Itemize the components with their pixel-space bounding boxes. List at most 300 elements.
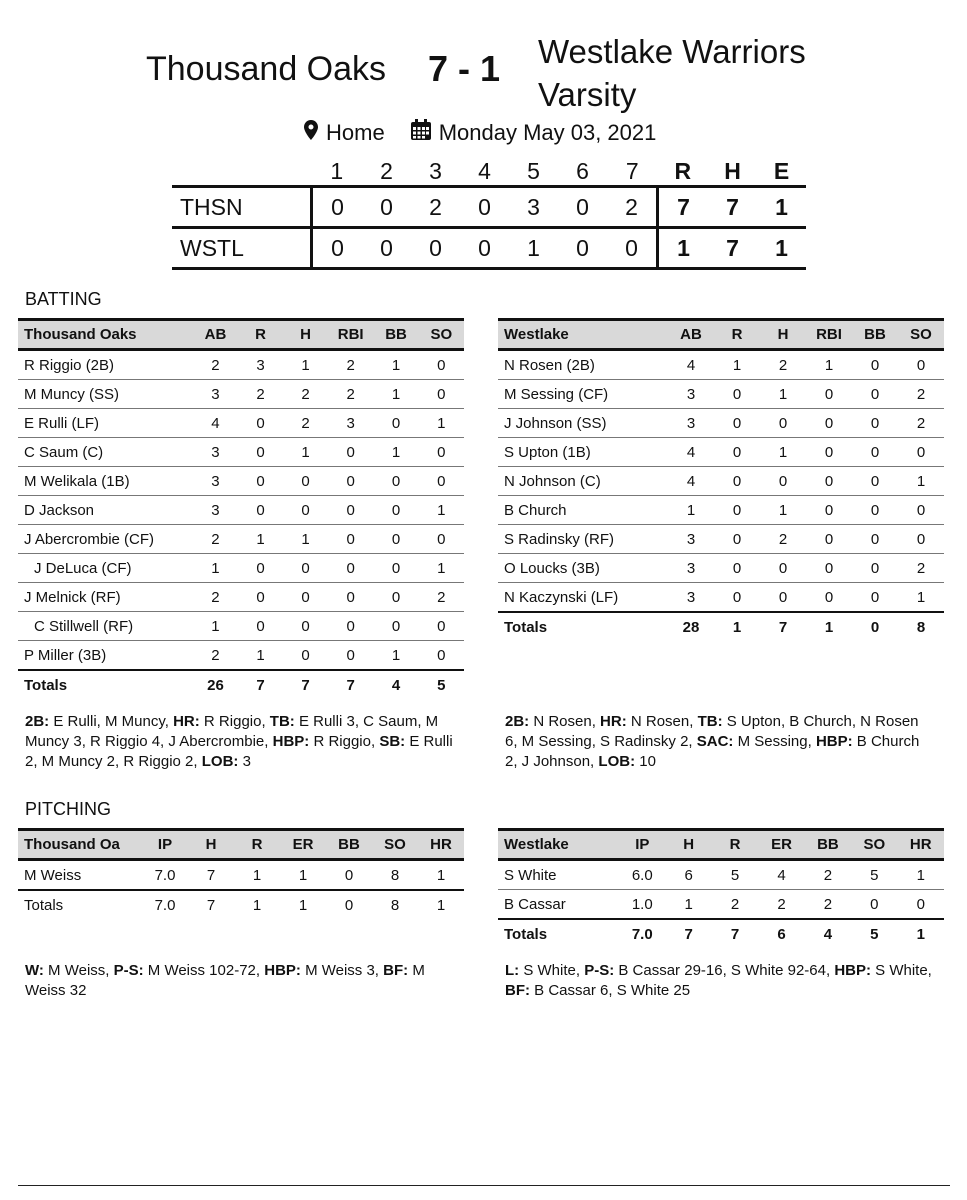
stat-cell: 2 [283, 409, 328, 438]
inning-score: 0 [312, 228, 363, 269]
player-name: S Radinsky (RF) [498, 525, 668, 554]
location-label: Home [326, 119, 385, 145]
stat-cell: 0 [373, 467, 418, 496]
stat-cell: 0 [419, 380, 464, 409]
stat-cell: 1 [714, 350, 760, 380]
column-header: SO [372, 830, 418, 860]
stat-cell: 0 [328, 554, 373, 583]
stat-cell: 1 [234, 860, 280, 891]
stat-cell: 0 [714, 409, 760, 438]
stat-cell: 0 [373, 554, 418, 583]
totals-row [18, 670, 464, 699]
final-score: 7 - 1 [428, 48, 501, 89]
column-header: ER [758, 830, 804, 860]
stat-cell: 2 [805, 860, 851, 890]
totals-cell: 0 [326, 890, 372, 919]
player-name: M Sessing (CF) [498, 380, 668, 409]
stat-cell: 0 [852, 467, 898, 496]
totals-cell: 7 [283, 670, 328, 699]
game-date: Monday May 03, 2021 [438, 119, 657, 145]
totals-cell: 0 [852, 612, 898, 641]
stat-cell: 0 [283, 641, 328, 671]
stat-cell: 1 [898, 860, 944, 890]
inning-header: 7 [625, 157, 639, 184]
table-row [498, 350, 944, 380]
inning-header: 2 [380, 157, 393, 184]
batting-team-header: Westlake [498, 320, 668, 350]
pitching-team-header: Westlake [498, 830, 619, 860]
stat-cell: 2 [805, 890, 851, 920]
player-name: P Miller (3B) [18, 641, 193, 671]
column-header: AB [668, 320, 714, 350]
player-name: J Abercrombie (CF) [18, 525, 193, 554]
stat-cell: 0 [806, 438, 852, 467]
stat-cell: 0 [238, 438, 283, 467]
stat-cell: 2 [193, 350, 238, 380]
stat-cell: 0 [714, 496, 760, 525]
note-value: B Cassar 29-16, S White 92-64, [614, 962, 835, 979]
note-value: R Riggio, [199, 713, 270, 730]
stat-cell: 0 [852, 525, 898, 554]
column-header: RBI [806, 320, 852, 350]
column-header: HR [418, 830, 464, 860]
away-pitching-table [498, 828, 944, 948]
stat-cell: 0 [851, 890, 897, 920]
stat-cell: 2 [328, 350, 373, 380]
note-value: R Riggio, [309, 733, 380, 750]
column-header: SO [898, 320, 944, 350]
stat-cell: 0 [806, 409, 852, 438]
stat-cell: 0 [806, 525, 852, 554]
note-value: M Weiss, [43, 962, 114, 979]
stat-cell: 0 [373, 496, 418, 525]
note-value: M Sessing, [733, 733, 816, 750]
column-header: R [238, 320, 283, 350]
player-name: N Johnson (C) [498, 467, 668, 496]
stat-cell: 0 [328, 641, 373, 671]
pitching-section-title: PITCHING [25, 799, 112, 819]
column-header: H [665, 830, 711, 860]
totals-cell: 8 [372, 890, 418, 919]
table-row [498, 380, 944, 409]
page-divider [18, 1185, 950, 1186]
table-row [18, 612, 464, 641]
inning-score: 0 [558, 228, 607, 269]
stat-cell: 2 [760, 525, 806, 554]
totals-row [498, 612, 944, 641]
player-name: O Loucks (3B) [498, 554, 668, 583]
table-row [18, 860, 464, 891]
column-header: ER [280, 830, 326, 860]
note-label: LOB: [201, 753, 239, 770]
column-header: BB [805, 830, 851, 860]
stat-cell: 0 [419, 525, 464, 554]
away-pitching-notes [505, 961, 945, 1001]
note-value: S White, [519, 962, 585, 979]
note-value: 3 [238, 753, 251, 770]
stat-cell: 1 [373, 641, 418, 671]
player-name: B Cassar [498, 890, 619, 920]
note-label: BF: [505, 982, 530, 999]
away-batting-table [498, 318, 944, 641]
note-value: E Rulli, M Muncy, [49, 713, 174, 730]
linescore-row [172, 228, 806, 269]
totals-cell: 28 [668, 612, 714, 641]
inning-score: 2 [411, 187, 460, 228]
stat-cell: 0 [328, 525, 373, 554]
stat-cell: 0 [852, 350, 898, 380]
linescore-table [172, 157, 806, 270]
stat-cell: 1 [668, 496, 714, 525]
stat-cell: 1 [238, 525, 283, 554]
stat-cell: 1 [283, 525, 328, 554]
inning-header: 5 [527, 157, 540, 184]
stat-cell: 2 [193, 641, 238, 671]
stat-cell: 0 [419, 350, 464, 380]
column-header: R [714, 320, 760, 350]
stat-cell: 1 [665, 890, 711, 920]
stat-cell: 0 [714, 438, 760, 467]
stat-cell: 3 [193, 438, 238, 467]
linescore-row [172, 187, 806, 228]
note-label: BF: [383, 962, 409, 979]
hits-header: H [724, 157, 741, 184]
inning-score: 0 [312, 187, 363, 228]
note-value: N Rosen, [626, 713, 698, 730]
totals-cell: 8 [898, 612, 944, 641]
table-row [498, 890, 944, 920]
player-name: R Riggio (2B) [18, 350, 193, 380]
stat-cell: 0 [283, 554, 328, 583]
stat-cell: 1 [760, 438, 806, 467]
totals-label: Totals [18, 670, 193, 699]
stat-cell: 4 [193, 409, 238, 438]
column-header: SO [419, 320, 464, 350]
batting-section-title: BATTING [25, 289, 102, 309]
inning-header: 4 [478, 157, 491, 184]
errors-total: 1 [757, 228, 806, 269]
home-batting-table [18, 318, 464, 699]
note-label: L: [505, 962, 520, 979]
stat-cell: 2 [238, 380, 283, 409]
totals-label: Totals [498, 612, 668, 641]
stat-cell: 6 [665, 860, 711, 890]
stat-cell: 0 [238, 409, 283, 438]
column-header: BB [852, 320, 898, 350]
stat-cell: 0 [283, 496, 328, 525]
stat-cell: 0 [760, 467, 806, 496]
stat-cell: 0 [852, 554, 898, 583]
stat-cell: 0 [373, 583, 418, 612]
player-name: M Muncy (SS) [18, 380, 193, 409]
column-header: HR [898, 830, 944, 860]
table-row [498, 583, 944, 613]
totals-cell: 26 [193, 670, 238, 699]
note-label: SAC: [696, 733, 734, 750]
totals-label: Totals [18, 890, 142, 919]
column-header: SO [851, 830, 897, 860]
stat-cell: 0 [419, 467, 464, 496]
table-row [498, 409, 944, 438]
stat-cell: 0 [760, 554, 806, 583]
stat-cell: 0 [714, 583, 760, 613]
stat-cell: 0 [419, 641, 464, 671]
totals-cell: 4 [805, 919, 851, 948]
inning-score: 1 [509, 228, 558, 269]
player-name: C Saum (C) [18, 438, 193, 467]
stat-cell: 5 [712, 860, 758, 890]
stat-cell: 0 [898, 525, 944, 554]
stat-cell: 2 [758, 890, 804, 920]
column-header: AB [193, 320, 238, 350]
inning-score: 0 [362, 187, 411, 228]
stat-cell: 1 [193, 612, 238, 641]
totals-cell: 4 [373, 670, 418, 699]
player-name: J DeLuca (CF) [18, 554, 193, 583]
stat-cell: 0 [852, 380, 898, 409]
note-label: TB: [697, 713, 723, 730]
game-meta [304, 119, 656, 146]
hits-total: 7 [708, 187, 757, 228]
stat-cell: 1 [760, 496, 806, 525]
player-name: N Rosen (2B) [498, 350, 668, 380]
stat-cell: 1 [283, 438, 328, 467]
stat-cell: 0 [898, 890, 944, 920]
table-row [18, 496, 464, 525]
totals-row [18, 890, 464, 919]
note-label: TB: [269, 713, 295, 730]
note-value: M Weiss 32 [25, 962, 425, 999]
column-header: IP [619, 830, 665, 860]
stat-cell: 3 [668, 525, 714, 554]
stat-cell: 0 [419, 438, 464, 467]
linescore-team: THSN [172, 187, 312, 228]
note-label: P-S: [113, 962, 144, 979]
calendar-icon [411, 119, 431, 146]
totals-cell: 7 [328, 670, 373, 699]
stat-cell: 4 [758, 860, 804, 890]
table-row [18, 409, 464, 438]
totals-cell: 1 [280, 890, 326, 919]
stat-cell: 0 [326, 860, 372, 891]
stat-cell: 0 [898, 350, 944, 380]
player-name: B Church [498, 496, 668, 525]
location-pin-icon [304, 120, 318, 146]
player-name: C Stillwell (RF) [18, 612, 193, 641]
stat-cell: 1 [373, 438, 418, 467]
note-value: S White, [870, 962, 932, 979]
stat-cell: 0 [328, 583, 373, 612]
inning-header: 6 [576, 157, 589, 184]
note-value: B Church 2, J Johnson, [505, 733, 920, 770]
note-value: S Upton, B Church, N Rosen 6, M Sessing, S Radinsky 2, [505, 713, 919, 750]
stat-cell: 2 [760, 350, 806, 380]
inning-score: 0 [460, 228, 509, 269]
stat-cell: 1 [898, 583, 944, 613]
stat-cell: 1 [419, 496, 464, 525]
stat-cell: 1 [193, 554, 238, 583]
stat-cell: 1 [418, 860, 464, 891]
stat-cell: 5 [851, 860, 897, 890]
totals-cell: 1 [714, 612, 760, 641]
stat-cell: 3 [193, 467, 238, 496]
inning-header: 1 [330, 157, 344, 184]
hits-total: 7 [708, 228, 757, 269]
column-header: RBI [328, 320, 373, 350]
stat-cell: 0 [898, 496, 944, 525]
totals-cell: 1 [418, 890, 464, 919]
totals-label: Totals [498, 919, 619, 948]
home-batting-notes [25, 712, 455, 772]
player-name: D Jackson [18, 496, 193, 525]
stat-cell: 0 [373, 525, 418, 554]
stat-cell: 0 [760, 583, 806, 613]
table-row [498, 525, 944, 554]
stat-cell: 0 [373, 612, 418, 641]
linescore-team: WSTL [172, 228, 312, 269]
stat-cell: 4 [668, 467, 714, 496]
stat-cell: 0 [714, 525, 760, 554]
stat-cell: 1 [283, 350, 328, 380]
column-header: BB [326, 830, 372, 860]
table-row [18, 380, 464, 409]
table-row [18, 641, 464, 671]
inning-score: 0 [607, 228, 658, 269]
stat-cell: 0 [238, 496, 283, 525]
table-row [18, 554, 464, 583]
player-name: M Welikala (1B) [18, 467, 193, 496]
stat-cell: 1 [373, 350, 418, 380]
totals-cell: 1 [806, 612, 852, 641]
note-label: SB: [379, 733, 406, 750]
totals-cell: 5 [851, 919, 897, 948]
stat-cell: 2 [283, 380, 328, 409]
table-row [498, 438, 944, 467]
player-name: S Upton (1B) [498, 438, 668, 467]
inning-header: 3 [429, 157, 442, 184]
player-name: J Johnson (SS) [498, 409, 668, 438]
stat-cell: 0 [238, 583, 283, 612]
stat-cell: 0 [328, 496, 373, 525]
player-name: J Melnick (RF) [18, 583, 193, 612]
table-row [18, 525, 464, 554]
totals-cell: 6 [758, 919, 804, 948]
note-label: HR: [600, 713, 627, 730]
stat-cell: 1 [238, 641, 283, 671]
stat-cell: 0 [238, 554, 283, 583]
totals-cell: 1 [898, 919, 944, 948]
note-value: M Weiss 3, [300, 962, 384, 979]
stat-cell: 0 [238, 612, 283, 641]
stat-cell: 0 [852, 438, 898, 467]
stat-cell: 1 [760, 380, 806, 409]
stat-cell: 0 [714, 554, 760, 583]
totals-cell: 1 [234, 890, 280, 919]
stat-cell: 7 [188, 860, 234, 891]
totals-cell: 7 [238, 670, 283, 699]
stat-cell: 3 [238, 350, 283, 380]
pitching-team-header: Thousand Oa [18, 830, 142, 860]
stat-cell: 0 [760, 409, 806, 438]
stat-cell: 1 [419, 554, 464, 583]
stat-cell: 3 [193, 496, 238, 525]
note-label: HR: [173, 713, 200, 730]
stat-cell: 0 [419, 612, 464, 641]
column-header: H [188, 830, 234, 860]
column-header: BB [373, 320, 418, 350]
player-name: S White [498, 860, 619, 890]
inning-score: 0 [460, 187, 509, 228]
away-team-line2: Varsity [538, 76, 637, 113]
table-row [18, 583, 464, 612]
stat-cell: 0 [283, 583, 328, 612]
stat-cell: 2 [328, 380, 373, 409]
inning-score: 0 [558, 187, 607, 228]
table-row [498, 860, 944, 890]
runs-total: 1 [658, 228, 709, 269]
stat-cell: 3 [668, 583, 714, 613]
stat-cell: 0 [373, 409, 418, 438]
inning-score: 2 [607, 187, 658, 228]
stat-cell: 0 [283, 467, 328, 496]
stat-cell: 1 [280, 860, 326, 891]
table-row [498, 496, 944, 525]
note-value: 10 [635, 753, 656, 770]
column-header: R [712, 830, 758, 860]
stat-cell: 0 [852, 496, 898, 525]
stat-cell: 0 [852, 583, 898, 613]
stat-cell: 2 [193, 525, 238, 554]
stat-cell: 0 [806, 380, 852, 409]
stat-cell: 2 [898, 554, 944, 583]
stat-cell: 3 [668, 409, 714, 438]
runs-header: R [674, 157, 692, 184]
stat-cell: 0 [328, 612, 373, 641]
note-label: 2B: [505, 713, 530, 730]
note-value: M Weiss 102-72, [143, 962, 265, 979]
table-row [498, 554, 944, 583]
stat-cell: 0 [328, 438, 373, 467]
away-team-line1: Westlake Warriors [538, 33, 806, 70]
table-row [18, 350, 464, 380]
stat-cell: 0 [238, 467, 283, 496]
stat-cell: 4 [668, 438, 714, 467]
column-header: H [283, 320, 328, 350]
column-header: R [234, 830, 280, 860]
away-team-name [538, 30, 838, 116]
totals-cell: 7 [712, 919, 758, 948]
totals-cell: 7 [665, 919, 711, 948]
totals-cell: 7 [188, 890, 234, 919]
note-label: HBP: [264, 962, 301, 979]
inning-score: 3 [509, 187, 558, 228]
note-value: E Rulli 3, C Saum, M Muncy 3, R Riggio 4, J Abercrombie, [25, 713, 439, 750]
stat-cell: 0 [806, 467, 852, 496]
player-name: M Weiss [18, 860, 142, 891]
runs-total: 7 [658, 187, 709, 228]
totals-cell: 5 [419, 670, 464, 699]
table-row [18, 438, 464, 467]
home-team-name: Thousand Oaks [146, 50, 387, 88]
stat-cell: 0 [714, 380, 760, 409]
stat-cell: 3 [193, 380, 238, 409]
stat-cell: 3 [328, 409, 373, 438]
stat-cell: 2 [193, 583, 238, 612]
stat-cell: 2 [712, 890, 758, 920]
note-label: HBP: [815, 733, 853, 750]
table-row [498, 467, 944, 496]
inning-score: 0 [362, 228, 411, 269]
